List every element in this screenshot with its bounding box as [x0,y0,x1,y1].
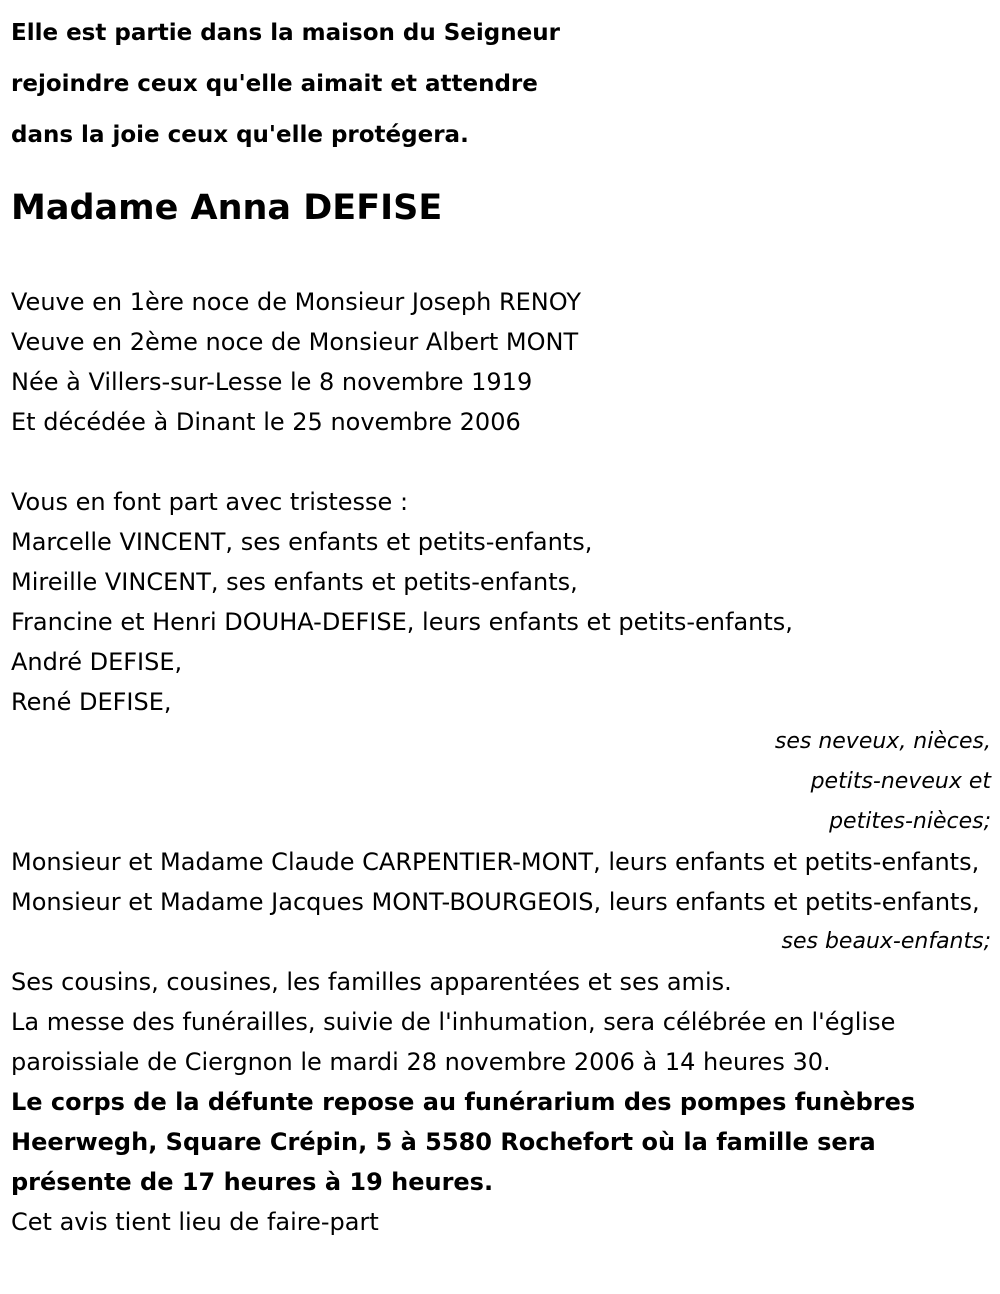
others-line: Ses cousins, cousines, les familles apparentées et ses amis. [11,968,732,996]
epigraph-line: rejoindre ceux qu'elle aimait et attendre [11,71,538,97]
relative-line: René DEFISE, [11,688,172,716]
relative-line: Monsieur et Madame Claude CARPENTIER-MONT, leurs enfants et petits-enfants, [11,848,980,876]
relative-line: Monsieur et Madame Jacques MONT-BOURGEOIS, leurs enfants et petits-enfants, [11,888,980,916]
announcement-intro: Vous en font part avec tristesse : [11,488,409,516]
relative-line: André DEFISE, [11,648,183,676]
family-announcement [11,482,991,1242]
status-line: Née à Villers-sur-Lesse le 8 novembre 1919 [11,368,533,396]
death-notice [11,0,991,1242]
funeral-mass-info: La messe des funérailles, suivie de l'inhumation, sera célébrée en l'église paroissiale de Ciergnon le mardi 28 novembre 2006 à 14 heures 30. [11,1008,896,1076]
closing-note: Cet avis tient lieu de faire-part [11,1208,379,1236]
epigraph-line: dans la joie ceux qu'elle protégera. [11,122,469,148]
nephews-role-label: ses neveux, nièces, petits-neveux et petites-nièces; [774,729,991,834]
civil-status [11,282,991,442]
status-line: Veuve en 2ème noce de Monsieur Albert MONT [11,328,579,356]
status-line: Veuve en 1ère noce de Monsieur Joseph RENOY [11,288,581,316]
relative-line: Mireille VINCENT, ses enfants et petits-enfants, [11,568,578,596]
epigraph [11,0,991,161]
stepchildren-role-label: ses beaux-enfants; [781,929,991,954]
relative-line: Marcelle VINCENT, ses enfants et petits-enfants, [11,528,593,556]
deceased-name: Madame Anna DEFISE [11,188,443,228]
status-line: Et décédée à Dinant le 25 novembre 2006 [11,408,521,436]
epigraph-line: Elle est partie dans la maison du Seigneur [11,20,560,46]
relative-line: Francine et Henri DOUHA-DEFISE, leurs enfants et petits-enfants, [11,608,793,636]
visitation-info: Le corps de la défunte repose au funérarium des pompes funèbres Heerwegh, Square Crépin, 5 à 5580 Rochefort où la famille sera présente de 17 heures à 19 heures. [11,1088,916,1196]
